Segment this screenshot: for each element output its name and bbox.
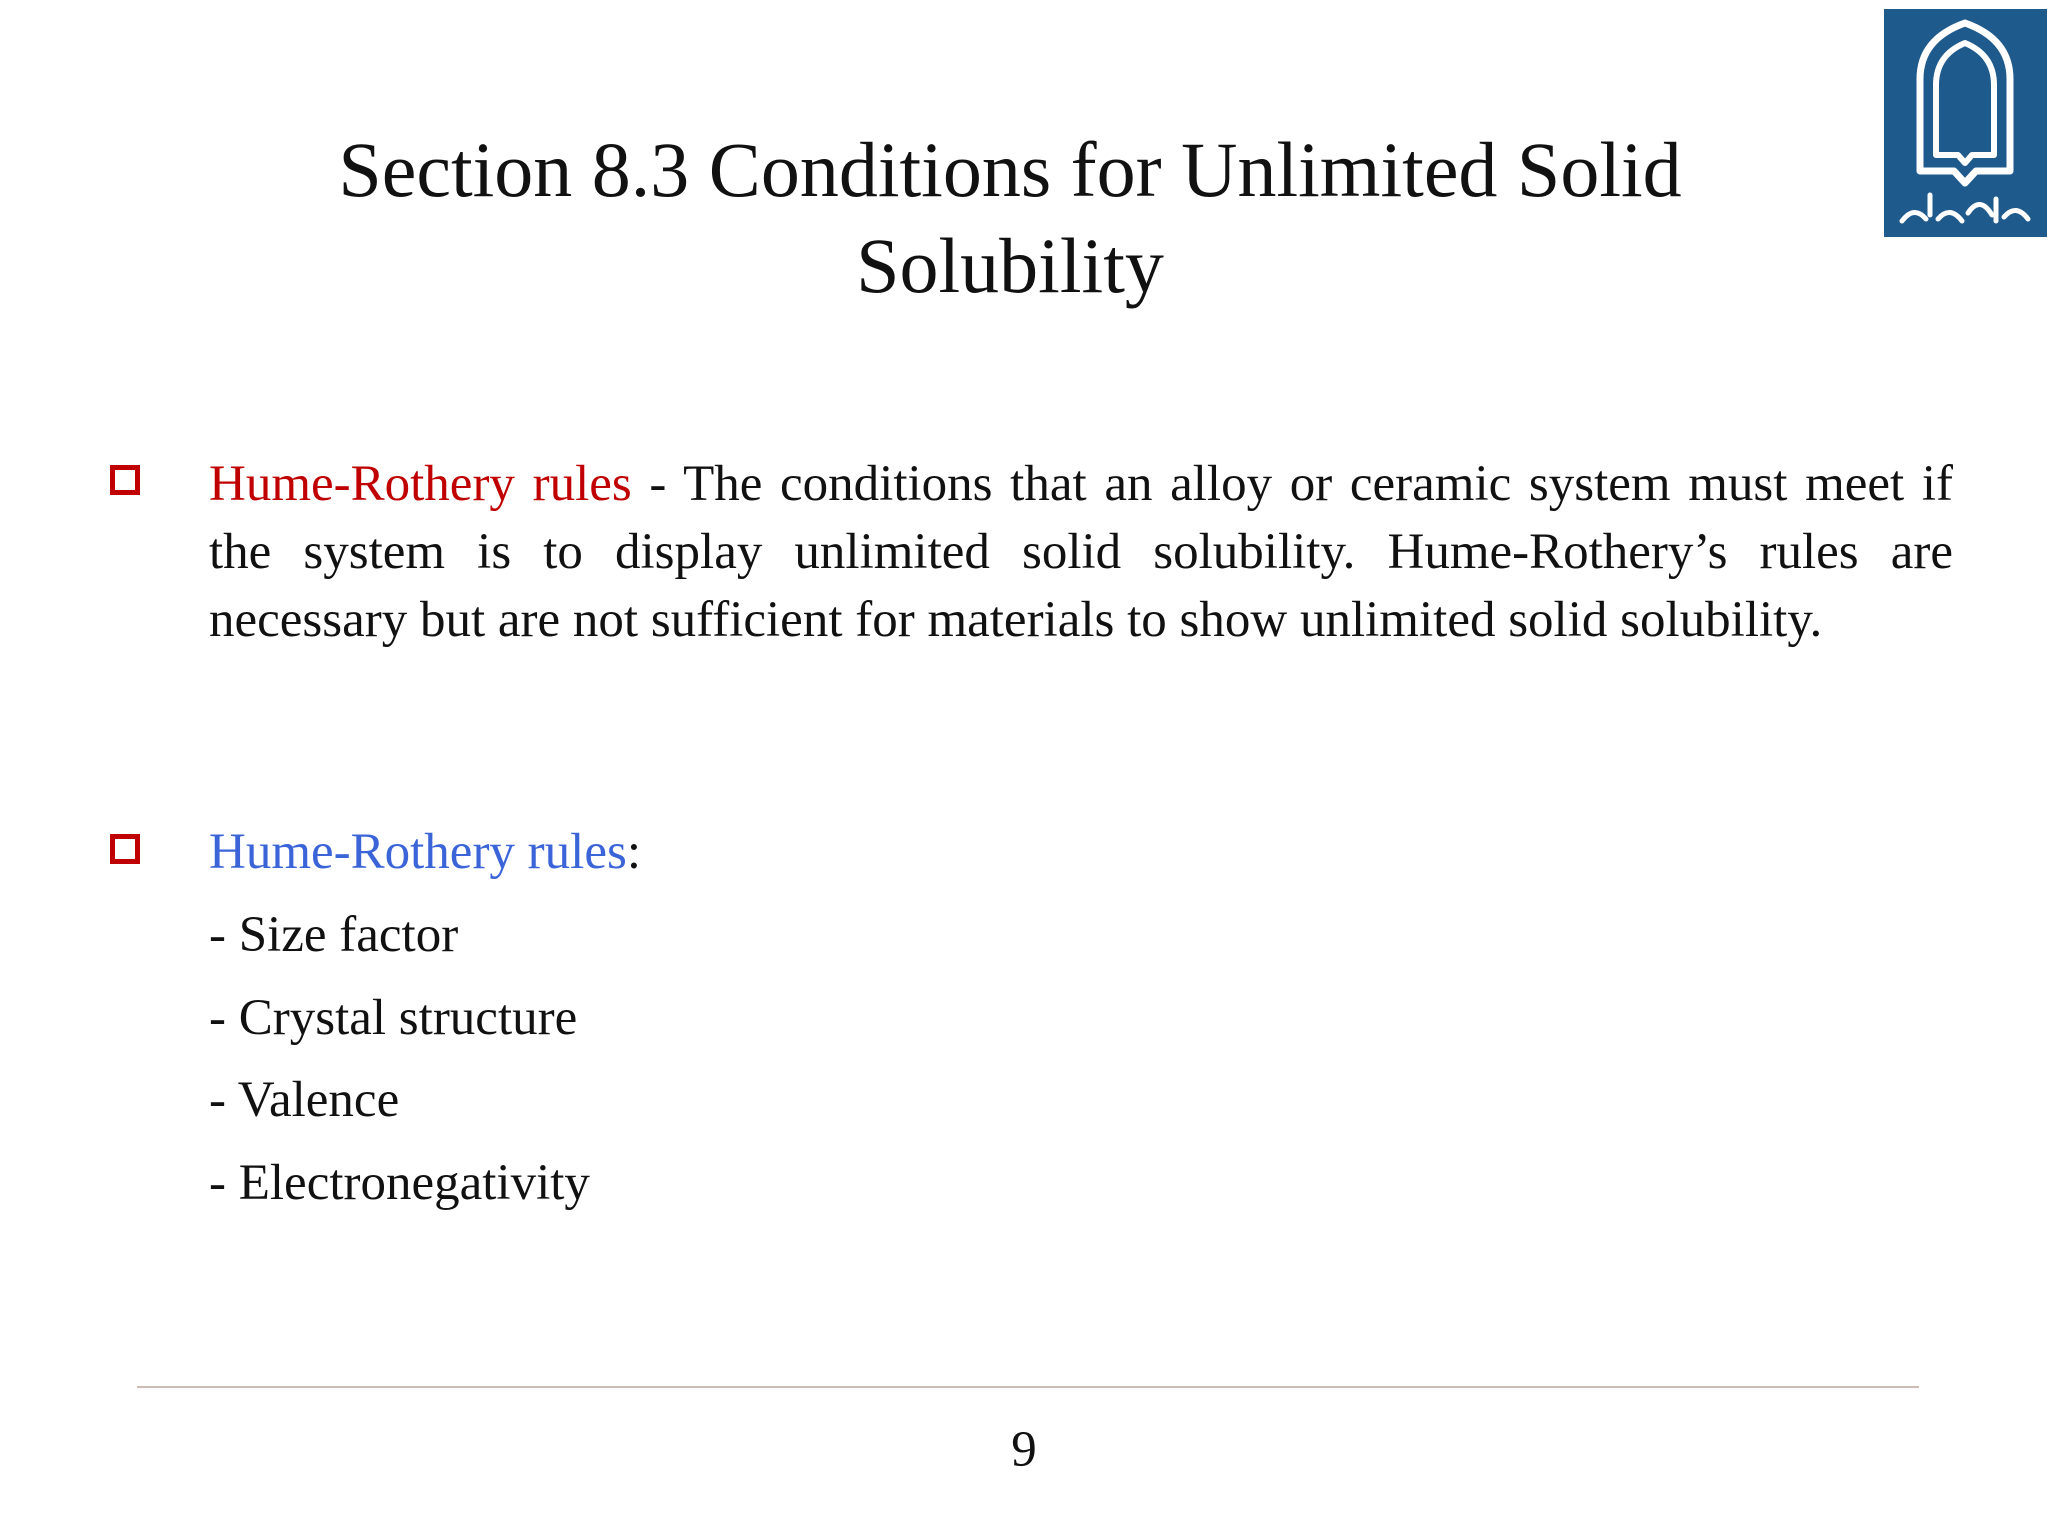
university-emblem-icon (1884, 9, 2047, 237)
bullet-term-blue: Hume-Rothery rules (209, 824, 627, 880)
list-item-electronegativity: - Electronegativity (209, 1155, 590, 1211)
slide-title-line-2: Solubility (856, 222, 1164, 309)
list-item-crystal-structure: - Crystal structure (209, 990, 578, 1046)
bullet-square-icon (110, 834, 140, 864)
page-number: 9 (1011, 1422, 1037, 1478)
slide-title (180, 122, 1840, 314)
university-logo (1884, 9, 2047, 237)
bullet-term-red: Hume-Rothery rules (209, 456, 632, 512)
bullet-square-icon (110, 465, 140, 495)
list-item-size-factor: - Size factor (209, 907, 459, 963)
bullet-paragraph (209, 450, 1953, 654)
bullet-heading (209, 818, 641, 886)
list-item-valence: - Valence (209, 1072, 400, 1128)
bullet-definition: - The conditions that an alloy or ceramic system must meet if the system is to display unlimited solid solubility. Hume-Rothery’s rules are necessary but are not sufficient for materials to show unlimited solid solubility. (209, 456, 1953, 648)
footer-divider (137, 1386, 1919, 1388)
bullet-colon: : (626, 824, 641, 880)
slide-title-line-1: Section 8.3 Conditions for Unlimited Solid (338, 126, 1682, 213)
